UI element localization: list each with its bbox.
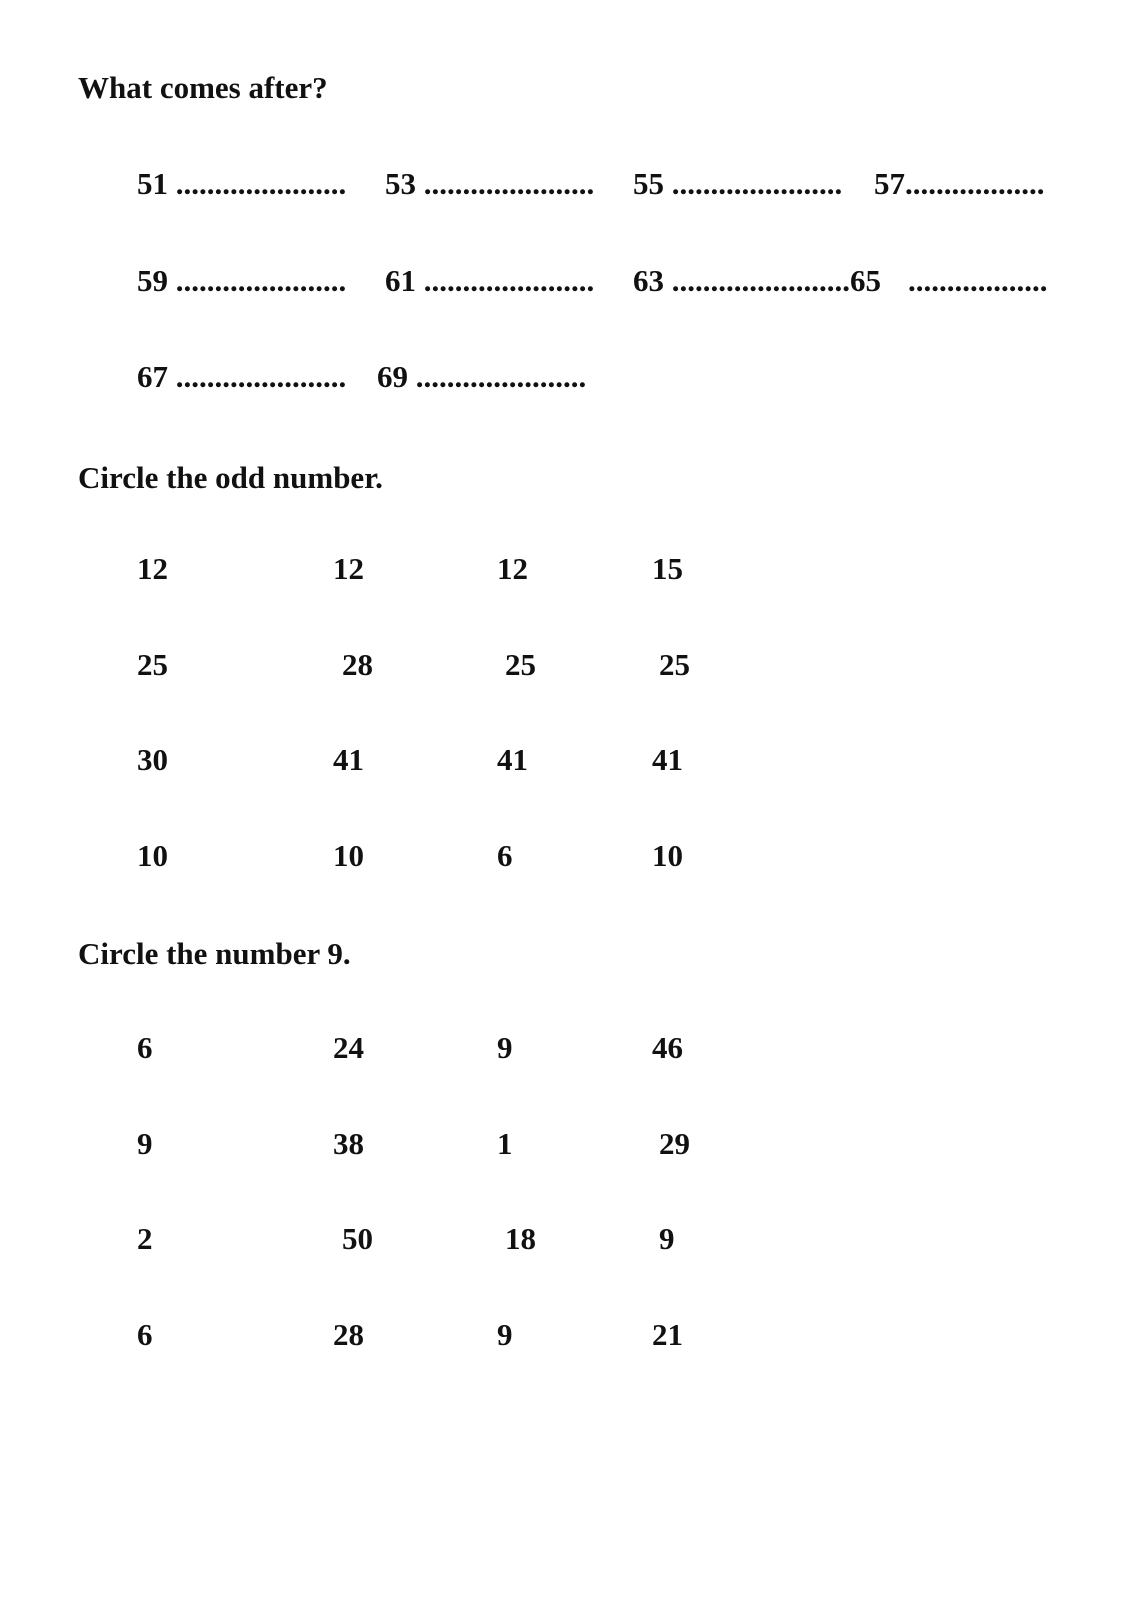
number-cell: 41 — [333, 742, 364, 777]
number-cell: 41 — [652, 742, 683, 777]
number-cell: 9 — [137, 1126, 153, 1161]
number-cell: 9 — [497, 1317, 513, 1352]
number-cell: 6 — [497, 838, 513, 873]
section-title-odd-number: Circle the odd number. — [78, 460, 383, 495]
number-cell: 6 — [137, 1317, 153, 1352]
number-cell: 6 — [137, 1030, 153, 1065]
sequence-item: 55 ...................... — [633, 166, 843, 201]
number-cell: 38 — [333, 1126, 364, 1161]
number-cell: 2 — [137, 1221, 153, 1256]
sequence-item: 59 ...................... — [137, 263, 347, 298]
number-cell: 25 — [659, 647, 690, 682]
number-cell: 21 — [652, 1317, 683, 1352]
sequence-item: 63 .......................65 — [633, 263, 881, 298]
number-cell: 10 — [652, 838, 683, 873]
number-cell: 25 — [505, 647, 536, 682]
number-cell: 12 — [333, 551, 364, 586]
sequence-item: 57.................. — [874, 166, 1045, 201]
sequence-item: 67 ...................... — [137, 359, 347, 394]
number-cell: 29 — [659, 1126, 690, 1161]
number-cell: 50 — [342, 1221, 373, 1256]
number-cell: 28 — [333, 1317, 364, 1352]
number-cell: 25 — [137, 647, 168, 682]
sequence-item: 69 ...................... — [377, 359, 587, 394]
sequence-item: .................. — [908, 263, 1048, 298]
number-cell: 9 — [659, 1221, 675, 1256]
sequence-item: 53 ...................... — [385, 166, 595, 201]
number-cell: 41 — [497, 742, 528, 777]
sequence-item: 51 ...................... — [137, 166, 347, 201]
number-cell: 18 — [505, 1221, 536, 1256]
number-cell: 1 — [497, 1126, 513, 1161]
number-cell: 9 — [497, 1030, 513, 1065]
number-cell: 46 — [652, 1030, 683, 1065]
number-cell: 24 — [333, 1030, 364, 1065]
number-cell: 10 — [137, 838, 168, 873]
number-cell: 15 — [652, 551, 683, 586]
section-title-number-nine: Circle the number 9. — [78, 936, 351, 971]
number-cell: 30 — [137, 742, 168, 777]
number-cell: 28 — [342, 647, 373, 682]
number-cell: 12 — [497, 551, 528, 586]
number-cell: 12 — [137, 551, 168, 586]
sequence-item: 61 ...................... — [385, 263, 595, 298]
section-title-what-comes-after: What comes after? — [78, 70, 328, 105]
number-cell: 10 — [333, 838, 364, 873]
